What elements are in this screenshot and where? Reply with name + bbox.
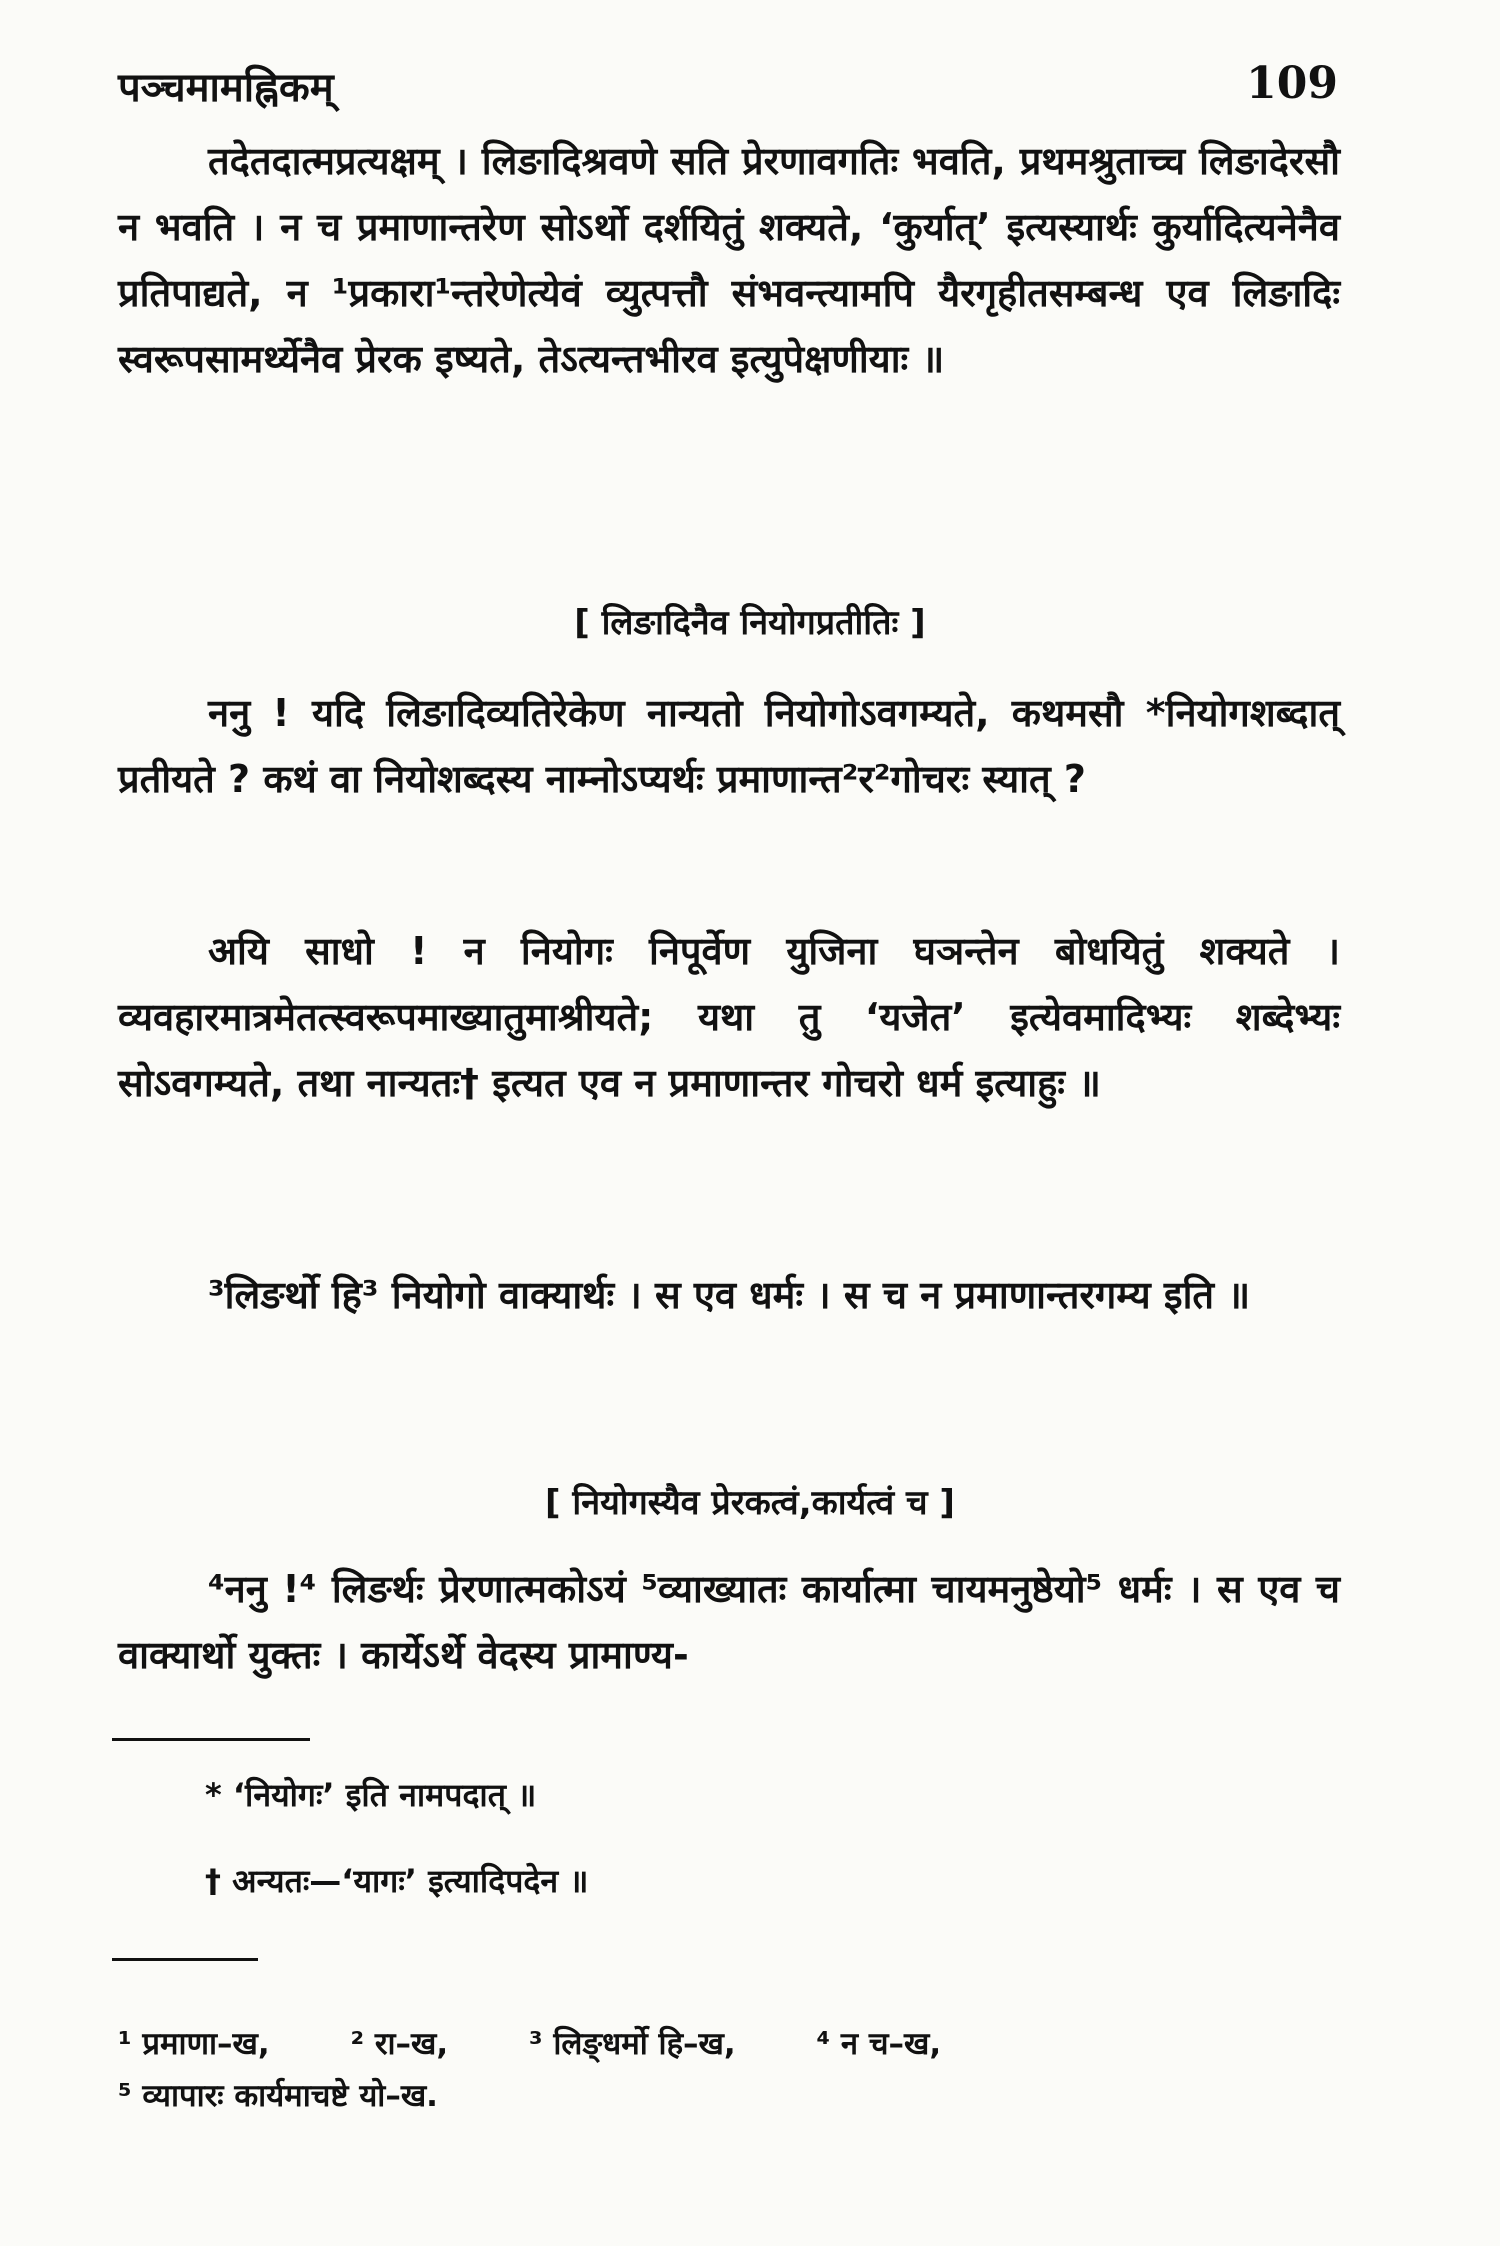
paragraph-3 <box>118 918 1340 1116</box>
page-header <box>118 58 1338 118</box>
variant-5: ⁵ व्यापारः कार्यमाचष्टे यो–ख. <box>118 2078 438 2114</box>
variant-4: ⁴ न च–ख, <box>816 2026 942 2062</box>
section-heading-1: [ लिङादिनैव नियोगप्रतीतिः ] <box>574 603 926 643</box>
paragraph-5-text: ⁴ननु !⁴ लिङर्थः प्रेरणात्मकोऽयं ⁵व्याख्यातः कार्यात्मा चायमनुष्ठेयो⁵ धर्मः । स एव च वाक्यार्थो युक्तः । कार्येऽर्थे वेदस्य प्रामाण्य- <box>118 1567 1340 1677</box>
footnote-dagger: † अन्यतः—‘यागः’ इत्यादिपदेन ॥ <box>205 1862 589 1900</box>
paragraph-5 <box>118 1556 1340 1688</box>
variant-1: ¹ प्रमाणा–ख, <box>118 2026 270 2062</box>
footnote-separator <box>112 1738 310 1741</box>
paragraph-2-text: ननु ! यदि लिङादिव्यतिरेकेण नान्यतो नियोगोऽवगम्यते, कथमसौ *नियोगशब्दात् प्रतीयते ? कथं वा नियोशब्दस्य नाम्नोऽप्यर्थः प्रमाणान्त²र²गोचरः स्यात् ? <box>118 691 1340 801</box>
variant-2: ² रा–ख, <box>350 2026 449 2062</box>
paragraph-3-text: अयि साधो ! न नियोगः निपूर्वेण युजिना घञन्तेन बोधयितुं शक्यते । व्यवहारमात्रमेतत्स्वरूपमाख्यातुमाश्रीयते; यथा तु ‘यजेत’ इत्येवमादिभ्यः शब्देभ्यः सोऽवगम्यते, तथा नान्यतः† इत्यत एव न प्रमाणान्तर गोचरो धर्म इत्याहुः ॥ <box>118 929 1340 1105</box>
paragraph-4-text: ³लिङर्थो हि³ नियोगो वाक्यार्थः । स एव धर्मः । स च न प्रमाणान्तरगम्य इति ॥ <box>208 1273 1251 1317</box>
running-title: पञ्चमामह्निकम् <box>118 65 334 111</box>
footnote-star: * ‘नियोगः’ इति नामपदात् ॥ <box>205 1776 537 1814</box>
paragraph-4 <box>118 1262 1340 1328</box>
variant-3: ³ लिङ्धर्मो हि–ख, <box>528 2026 736 2062</box>
variant-readings <box>118 2018 1340 2122</box>
paragraph-1-text: तदेतदात्मप्रत्यक्षम् । लिङादिश्रवणे सति प्रेरणावगतिः भवति, प्रथमश्रुताच्च लिङादेरसौ न भवति । न च प्रमाणान्तरेण सोऽर्थो दर्शयितुं शक्यते, ‘कुर्यात्’ इत्यस्यार्थः कुर्यादित्यनेनैव प्रतिपाद्यते, न ¹प्रकारा¹न्तरेणेत्येवं व्युत्पत्तौ संभवन्त्यामपि यैरगृहीतसम्बन्ध एव लिङादिः स्वरूपसामर्थ्येनैव प्रेरक इष्यते, तेऽत्यन्तभीरव इत्युपेक्षणीयाः ॥ <box>118 139 1340 381</box>
variant-separator <box>112 1958 258 1961</box>
page-number: 109 <box>1246 58 1338 109</box>
paragraph-2 <box>118 680 1340 812</box>
section-heading-2: [ नियोगस्यैव प्रेरकत्वं,कार्यत्वं च ] <box>545 1483 955 1523</box>
paragraph-1 <box>118 128 1340 392</box>
